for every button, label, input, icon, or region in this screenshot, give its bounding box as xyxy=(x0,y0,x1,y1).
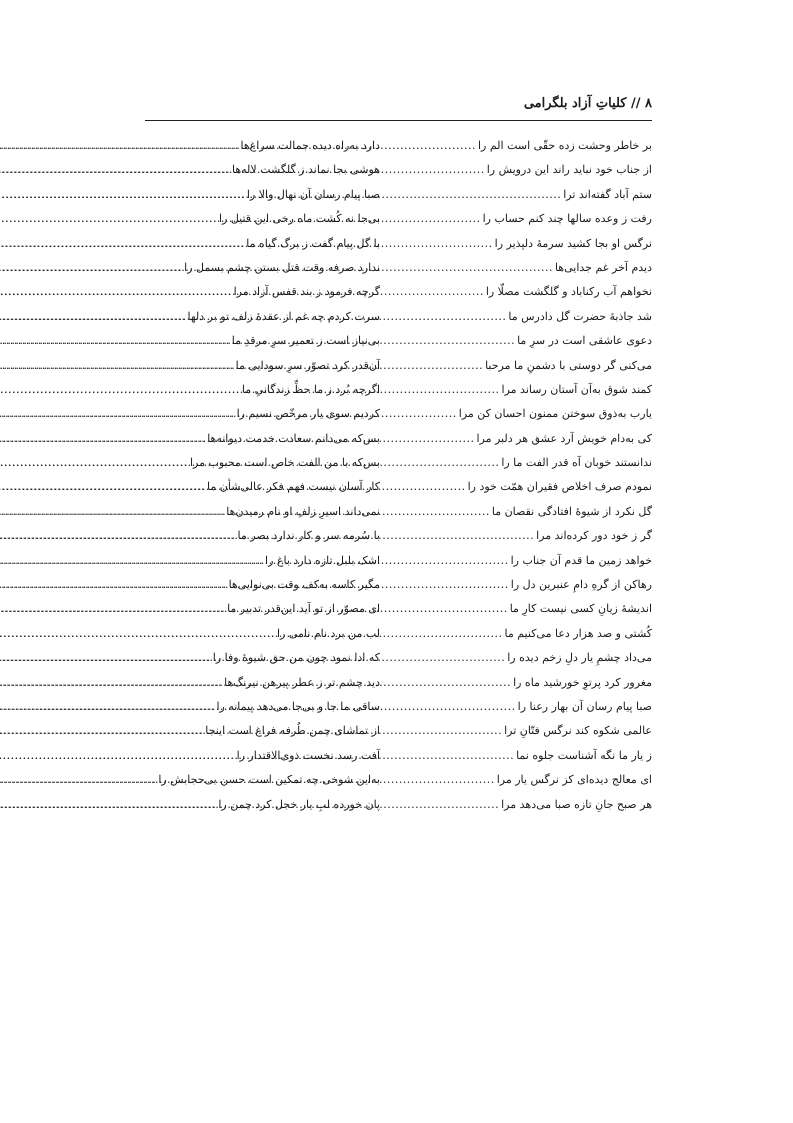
toc-entry xyxy=(417,578,652,602)
toc-entry-title: یارب به‌ذوق سوختن ممنون احسان کن مرا xyxy=(458,407,652,421)
toc-entry-title: بس‌که با من الفت خاص است محبوب مرا xyxy=(189,456,380,470)
toc-entry-title: از تماشای چمن طُرفه فراغ است اینجا xyxy=(205,724,380,738)
dot-leader xyxy=(0,773,156,786)
toc-entry xyxy=(145,480,380,504)
toc-entry-title: کمند شوق به‌آن آستان رساند مرا xyxy=(501,382,652,396)
dot-leader xyxy=(0,480,205,493)
toc-entry xyxy=(145,456,380,480)
toc-entry xyxy=(417,359,652,383)
toc-entry-title: نخواهم آب رکناباد و گلگشت مصلّا را xyxy=(485,285,652,299)
dot-leader xyxy=(0,432,205,445)
toc-entry xyxy=(417,237,652,261)
toc-entry-title: ندانستند خوبان آه قدر الفت ما را xyxy=(501,456,652,470)
dot-leader xyxy=(0,578,227,591)
toc-entry xyxy=(417,139,652,163)
dot-leader xyxy=(0,798,216,811)
toc-entry-title: رهاکن از گرهِ دامِ عنبرین دل را xyxy=(510,578,652,592)
toc-entry-title: آفت رسد نخست ذوی‌الاقتدار را xyxy=(236,748,380,762)
toc-entry xyxy=(417,700,652,724)
toc-entry-title: گرچه فرمود ز بند قفس آزاد مرا xyxy=(233,285,380,299)
toc-entry-title: ندارد صرفه وقت قتل بستن چشم بسمل را xyxy=(184,260,380,274)
toc-entry xyxy=(417,285,652,309)
toc-entry xyxy=(417,334,652,358)
running-header: ۸ // کلیاتِ آزاد بلگرامی xyxy=(523,96,652,111)
toc-entry xyxy=(145,139,380,163)
toc-entry xyxy=(145,285,380,309)
dot-leader xyxy=(0,310,185,323)
toc-entry-title: به‌این شوخی چه تمکین است حسن بی‌حجابش را xyxy=(158,773,380,787)
dot-leader xyxy=(0,261,182,274)
toc-entry xyxy=(145,334,380,358)
toc-entry-title: گر ز خود دور کرده‌اند مرا xyxy=(536,529,652,543)
dot-leader xyxy=(0,700,214,713)
toc-entry xyxy=(145,407,380,431)
toc-entry-title: بر خاطر وحشت زده حقّی است الم را xyxy=(478,139,652,152)
toc-entry xyxy=(417,456,652,480)
dot-leader xyxy=(0,334,230,347)
toc-entry-title: لب من برد نام نامی را xyxy=(277,626,380,640)
toc-entry-title: می‌کنی گر دوستی با دشمنِ ما مرحبا xyxy=(485,358,652,372)
toc-entry-title: با سُرمه سر و کار ندارد بصر ما xyxy=(237,529,380,543)
toc-entry xyxy=(145,237,380,261)
toc-entry xyxy=(145,724,380,748)
toc-entry xyxy=(417,188,652,212)
toc-entry xyxy=(145,359,380,383)
toc-entry-title: دید چشم تر ز عطر پیرهن نیرنگ‌ها xyxy=(224,675,380,689)
toc-entry-title: صبا پیام رسان آن بهار رعنا را xyxy=(517,699,652,713)
toc-entry xyxy=(145,773,380,797)
toc-entry xyxy=(417,383,652,407)
toc-entry-title: دعوی عاشقی است در سرِ ما xyxy=(517,334,652,348)
toc-entry-title: کی به‌دام خویش آرد عشق هر دلبر مرا xyxy=(476,431,652,445)
toc-entry-title: آن‌قدر کرد تصوّر سرِ سودایی ما xyxy=(235,358,380,372)
toc-entry-title: از جناب خود نباید راند این درویش را xyxy=(486,163,652,177)
toc-column-left xyxy=(145,139,380,822)
toc-entry-title: سرت کردم چه غم از عقدهٔ زلف تو بر دلها xyxy=(187,309,380,323)
toc-entry xyxy=(417,651,652,675)
toc-entry xyxy=(417,163,652,187)
toc-entry xyxy=(417,554,652,578)
dot-leader xyxy=(0,651,211,664)
toc-entry-title: شد جاذبهٔ حضرت گل دادرس ما xyxy=(508,309,652,323)
dot-leader xyxy=(0,627,275,640)
toc-entry xyxy=(145,163,380,187)
toc-entry-title: پان خورده لبِ یار خجل کرد چمن را xyxy=(218,797,380,811)
toc-entry xyxy=(417,407,652,431)
toc-entry xyxy=(145,700,380,724)
toc-entry-title: بی‌نیاز است ز تعمیر سرِ مرقدِ ما xyxy=(231,334,380,348)
toc-entry xyxy=(145,383,380,407)
dot-leader xyxy=(0,383,240,396)
toc-entry xyxy=(417,505,652,529)
toc-entry xyxy=(145,261,380,285)
toc-entry-title: کردیم سوی یار مرخّص نسیم را xyxy=(236,407,380,421)
toc-entry-title: کار آسان نیست فهم فکر عالی‌شأن ما xyxy=(207,480,380,494)
dot-leader xyxy=(0,554,263,567)
toc-entry-title: با گل پیام گفت ز برگ گیاه ما xyxy=(246,236,380,250)
toc-entry xyxy=(145,554,380,578)
toc-entry xyxy=(145,578,380,602)
toc-entry-title: اندیشهٔ زیانِ کسی نیست کارِ ما xyxy=(509,602,652,616)
dot-leader xyxy=(0,188,245,201)
dot-leader xyxy=(0,529,236,542)
toc-entry-title: نرگس او بجا کشید سرمهٔ دلپذیر را xyxy=(494,236,652,250)
toc-entry-title: ای معالج دیده‌ای کز نرگس یار مرا xyxy=(496,773,652,787)
toc-entry-title: نمودم صرف اخلاص فقیران همّت خود را xyxy=(467,480,652,494)
toc-entry-title: اگرچه بُرد ز ما حظِّ زندگانیِ ما xyxy=(241,382,380,396)
toc-entry xyxy=(417,602,652,626)
toc-entry xyxy=(145,505,380,529)
toc-entry xyxy=(145,676,380,700)
toc-entry-title: ستم آباد گفته‌اند ترا xyxy=(563,187,652,201)
toc-entry xyxy=(145,212,380,236)
toc-entry xyxy=(145,602,380,626)
toc-entry-title: دارد به‌راه دیده جمالت سراغ‌ها xyxy=(240,139,380,152)
toc-entry-title: بی‌جا نه کُشت ماه رخی این قتیل را xyxy=(218,212,380,226)
toc-entry-title: بس‌که می‌دانم سعادت خدمت دیوانه‌ها xyxy=(207,431,380,445)
dot-leader xyxy=(0,724,203,737)
toc-entry-title: هوشی بجا نماند ز گلگشت لاله‌ها xyxy=(231,163,380,177)
dot-leader xyxy=(0,212,217,225)
toc-entry xyxy=(417,773,652,797)
dot-leader xyxy=(0,749,235,762)
toc-entry xyxy=(145,798,380,822)
toc-entry-title: نمی‌داند اسیرِ زلفِ او نام رمیدن‌ها xyxy=(226,504,380,518)
toc-entry-title: خواهد زمین ما قدم آن جناب را xyxy=(510,553,652,567)
toc-entry-title: صبا پیام رسان آن نهال والا را xyxy=(246,187,380,201)
dot-leader xyxy=(0,456,188,469)
toc-entry-title: رفت ز وعده سالها چند کنم حساب را xyxy=(482,212,652,226)
dot-leader xyxy=(0,676,222,689)
toc-entry xyxy=(145,627,380,651)
toc-entry xyxy=(417,627,652,651)
toc-entry xyxy=(145,749,380,773)
toc-column-right xyxy=(417,139,652,822)
toc-entry-title: کُشتی و صد هزار دعا می‌کنیم ما xyxy=(504,626,652,640)
toc-entry xyxy=(417,724,652,748)
toc-entry-title: می‌داد چشمِ یار دلِ زخم دیده را xyxy=(507,651,652,665)
dot-leader xyxy=(0,505,224,518)
dot-leader xyxy=(0,602,225,615)
dot-leader xyxy=(0,285,232,298)
toc-entry xyxy=(145,529,380,553)
toc-entry-title: عالمی شکوه کند نرگس فتّانِ ترا xyxy=(504,724,652,738)
toc-entry xyxy=(145,310,380,334)
toc-entry-title: که ادا نمود چون من حق شیوهٔ وفا را xyxy=(212,651,380,665)
toc-entry-title: مگیر کاسه به‌کف وقت بی‌نوایی‌ها xyxy=(228,578,380,592)
toc-entry xyxy=(417,798,652,822)
dot-leader xyxy=(0,163,230,176)
toc-entry xyxy=(145,651,380,675)
toc-entry xyxy=(417,676,652,700)
toc-entry xyxy=(417,261,652,285)
dot-leader xyxy=(0,407,235,420)
toc-entry xyxy=(417,310,652,334)
toc-entry-title: اشک بلبل تازه دارد باغ را xyxy=(265,553,380,567)
header-rule xyxy=(145,120,652,121)
dot-leader xyxy=(0,237,244,250)
toc-entry-title: ای مصوّر از تو آید این‌قدر تدبیر ما xyxy=(227,602,380,616)
toc-entry xyxy=(145,188,380,212)
toc-entry-title: هر صبح جانِ تازه صبا می‌دهد مرا xyxy=(501,797,652,811)
toc-entry xyxy=(417,432,652,456)
dot-leader xyxy=(0,139,239,152)
toc-entry-title: مغرور کرد پرتوِ خورشید ماه را xyxy=(513,675,652,689)
dot-leader xyxy=(0,359,234,372)
toc-entry-title: گل نکرد از شیوهٔ افتادگی نقصان ما xyxy=(491,504,652,518)
toc-entry xyxy=(417,212,652,236)
toc-entry-title: ساقی ما جا و بی‌جا می‌دهد پیمانه را xyxy=(216,699,380,713)
toc-entry-title: ز یار ما نگه آشناست جلوه نما xyxy=(516,748,652,762)
toc-entry xyxy=(417,480,652,504)
toc-entry xyxy=(417,749,652,773)
toc-entry xyxy=(417,529,652,553)
toc-entry xyxy=(145,432,380,456)
toc-entry-title: دیدم آخر غم جدایی‌ها xyxy=(554,260,652,274)
